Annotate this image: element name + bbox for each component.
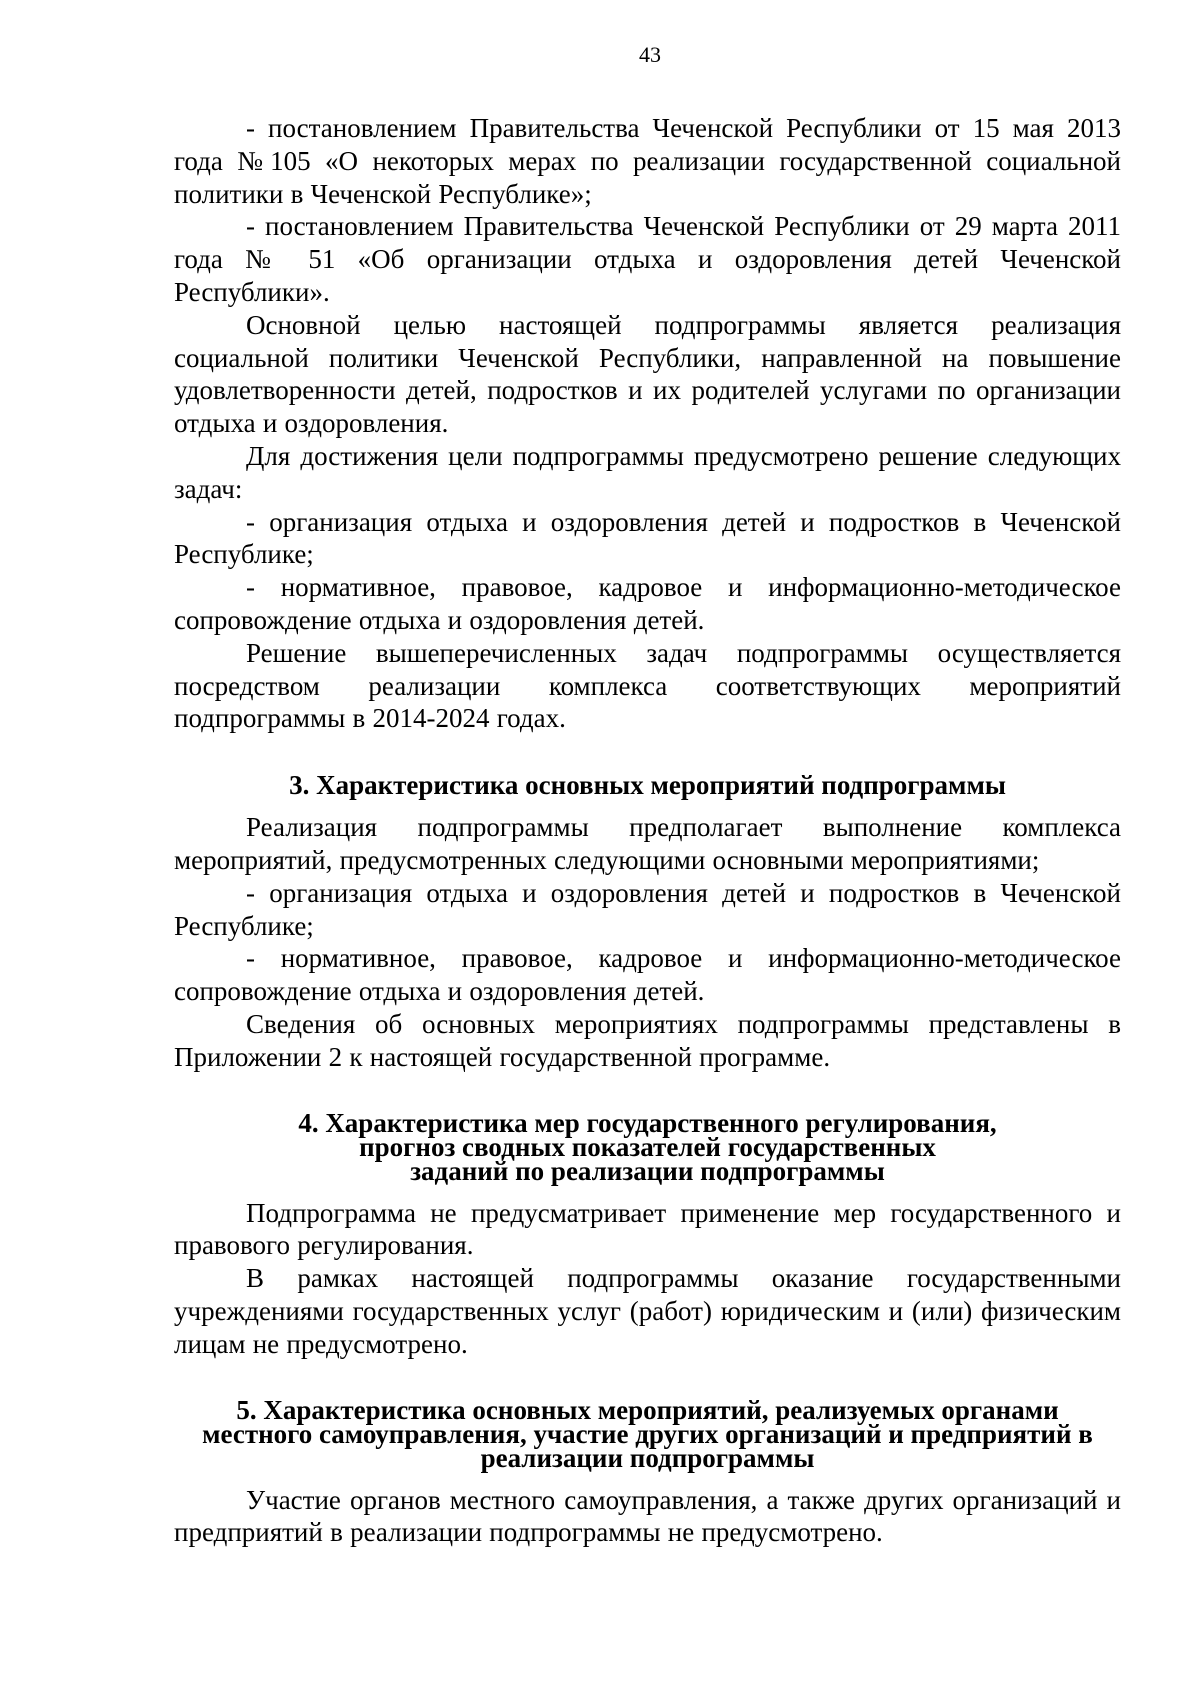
section-5-heading-line: местного самоуправления, участие других организаций и предприятий в — [202, 1418, 1093, 1449]
paragraph-resolution-2013: - постановлением Правительства Чеченской Республики от 15 мая 2013 года №105 «О некоторых мерах по реализации государственной социальной политики в Чеченской Республике»; — [174, 113, 1121, 209]
section-4-paragraph: В рамках настоящей подпрограммы оказание государственными учреждениями государственных услуг (работ) юридическим и (или) физическим лицам не предусмотрено. — [174, 1263, 1121, 1359]
section-3-paragraph: - нормативное, правовое, кадровое и информационно-методическое сопровождение отдыха и оздоровления детей. — [174, 943, 1121, 1007]
section-5-heading-line: реализации подпрограммы — [480, 1442, 815, 1473]
paragraph-task-organization: - организация отдыха и оздоровления детей и подростков в Чеченской Республике; — [174, 506, 1121, 570]
section-4-heading-line: прогноз сводных показателей государственных — [359, 1131, 936, 1162]
section-4-heading — [174, 1107, 1121, 1186]
page-number: 43 — [639, 42, 661, 67]
paragraph-tasks-solution: Решение вышеперечисленных задач подпрограммы осуществляется посредством реализации комплекса соответствующих мероприятий подпрограммы в 2014-2024 годах. — [174, 637, 1121, 734]
section-4-heading-line: 4. Характеристика мер государственного регулирования, — [298, 1107, 997, 1138]
section-4-heading-line: заданий по реализации подпрограммы — [410, 1155, 885, 1186]
paragraph-resolution-2011: - постановлением Правительства Чеченской Республики от 29 марта 2011 года № 51 «Об организации отдыха и оздоровления детей Чеченской Республики». — [174, 211, 1121, 307]
section-3-paragraph: Реализация подпрограммы предполагает выполнение комплекса мероприятий, предусмотренных следующими основными мероприятиями; — [174, 812, 1121, 875]
paragraph-tasks-intro: Для достижения цели подпрограммы предусмотрено решение следующих задач: — [174, 440, 1121, 504]
section-5-heading — [174, 1394, 1121, 1473]
paragraph-task-support: - нормативное, правовое, кадровое и информационно-методическое сопровождение отдыха и оздоровления детей. — [174, 572, 1121, 635]
paragraph-main-goal: Основной целью настоящей подпрограммы является реализация социальной политики Чеченской Республики, направленной на повышение удовлетворенности детей, подростков и их родителей услугами по организации отдыха и оздоровления. — [174, 309, 1121, 439]
section-5-heading-line: 5. Характеристика основных мероприятий, реализуемых органами — [236, 1394, 1059, 1425]
section-5-paragraph: Участие органов местного самоуправления, а также других организаций и предприятий в реализации подпрограммы не предусмотрено. — [174, 1484, 1121, 1548]
section-3-heading: 3. Характеристика основных мероприятий подпрограммы — [289, 770, 1006, 801]
section-3-paragraph: - организация отдыха и оздоровления детей и подростков в Чеченской Республике; — [174, 877, 1121, 941]
section-4-paragraph: Подпрограмма не предусматривает применение мер государственного и правового регулирования. — [174, 1197, 1121, 1261]
section-3-paragraph: Сведения об основных мероприятиях подпрограммы представлены в Приложении 2 к настоящей государственной программе. — [174, 1008, 1121, 1072]
document-body — [174, 112, 1121, 1549]
